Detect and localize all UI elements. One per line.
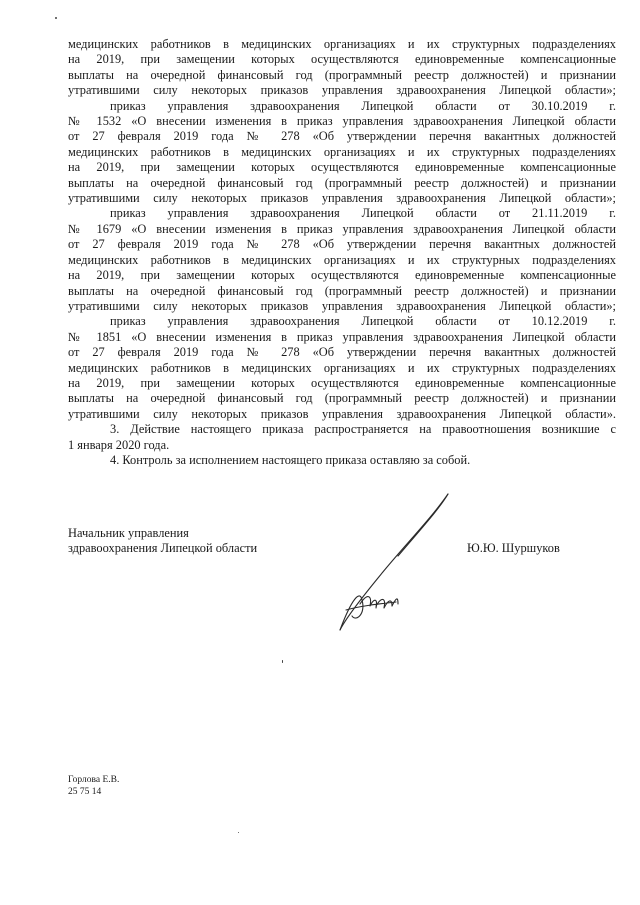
text-line: на 2019, при замещении которых осуществляются единовременные компенсационные xyxy=(68,160,616,175)
text-line: утратившими силу некоторых приказов управления здравоохранения Липецкой области»; xyxy=(68,191,616,206)
document-body xyxy=(68,37,616,468)
text-line: от 27 февраля 2019 года № 278 «Об утверждении перечня вакантных должностей xyxy=(68,345,616,360)
text-line: утратившими силу некоторых приказов управления здравоохранения Липецкой области»; xyxy=(68,298,616,313)
paragraph-p-1851 xyxy=(68,314,616,422)
scan-speck xyxy=(238,832,239,833)
paragraph-p-1532 xyxy=(68,99,616,207)
text-line: медицинских работников в медицинских организациях и их структурных подразделениях xyxy=(68,360,616,375)
paragraph-p-1679 xyxy=(68,206,616,314)
text-line: утратившими силу некоторых приказов управления здравоохранения Липецкой области». xyxy=(68,406,616,421)
executor-name: Горлова Е.В. xyxy=(68,775,120,785)
text-line: 4. Контроль за исполнением настоящего приказа оставляю за собой. xyxy=(110,452,471,467)
signatory-title-line2: здравоохранения Липецкой области xyxy=(68,541,258,556)
text-line: медицинских работников в медицинских организациях и их структурных подразделениях xyxy=(68,144,616,159)
text-line: № 1679 «О внесении изменения в приказ управления здравоохранения Липецкой области xyxy=(68,221,616,236)
text-line: выплаты на очередной финансовый год (программный реестр должностей) и признании xyxy=(68,391,616,406)
text-line: 1 января 2020 года. xyxy=(68,437,170,452)
text-line: выплаты на очередной финансовый год (программный реестр должностей) и признании xyxy=(68,175,616,190)
executor-info xyxy=(68,775,119,798)
text-line: от 27 февраля 2019 года № 278 «Об утверждении перечня вакантных должностей xyxy=(68,129,616,144)
text-line: на 2019, при замещении которых осуществляются единовременные компенсационные xyxy=(68,375,616,390)
paragraph-p-item3 xyxy=(68,422,616,453)
text-line: от 27 февраля 2019 года № 278 «Об утверждении перечня вакантных должностей xyxy=(68,237,616,252)
executor-phone: 25 75 14 xyxy=(68,786,102,797)
text-line: утратившими силу некоторых приказов управления здравоохранения Липецкой области»; xyxy=(68,83,616,98)
paragraph-p-item4 xyxy=(68,453,616,468)
paragraph-p-tail xyxy=(68,37,616,99)
text-line: выплаты на очередной финансовый год (программный реестр должностей) и признании xyxy=(68,67,616,82)
scan-speck xyxy=(55,17,57,19)
signatory-name: Ю.Ю. Шуршуков xyxy=(467,541,560,555)
text-line: на 2019, при замещении которых осуществляются единовременные компенсационные xyxy=(68,268,616,283)
text-line: выплаты на очередной финансовый год (программный реестр должностей) и признании xyxy=(68,283,616,298)
text-line: на 2019, при замещении которых осуществляются единовременные компенсационные xyxy=(68,52,616,67)
text-line: 3. Действие настоящего приказа распространяется на правоотношения возникшие с xyxy=(110,422,616,437)
text-line: № 1532 «О внесении изменения в приказ управления здравоохранения Липецкой области xyxy=(68,114,616,129)
text-line: медицинских работников в медицинских организациях и их структурных подразделениях xyxy=(68,37,616,51)
signatory-title-line1: Начальник управления xyxy=(68,526,189,540)
scan-speck xyxy=(282,660,283,663)
text-line: приказ управления здравоохранения Липецкой области от 21.11.2019 г. xyxy=(110,206,616,221)
text-line: приказ управления здравоохранения Липецкой области от 30.10.2019 г. xyxy=(110,98,616,113)
signatory-title xyxy=(68,526,257,557)
text-line: приказ управления здравоохранения Липецкой области от 10.12.2019 г. xyxy=(110,314,616,329)
text-line: № 1851 «О внесении изменения в приказ управления здравоохранения Липецкой области xyxy=(68,329,616,344)
text-line: медицинских работников в медицинских организациях и их структурных подразделениях xyxy=(68,252,616,267)
